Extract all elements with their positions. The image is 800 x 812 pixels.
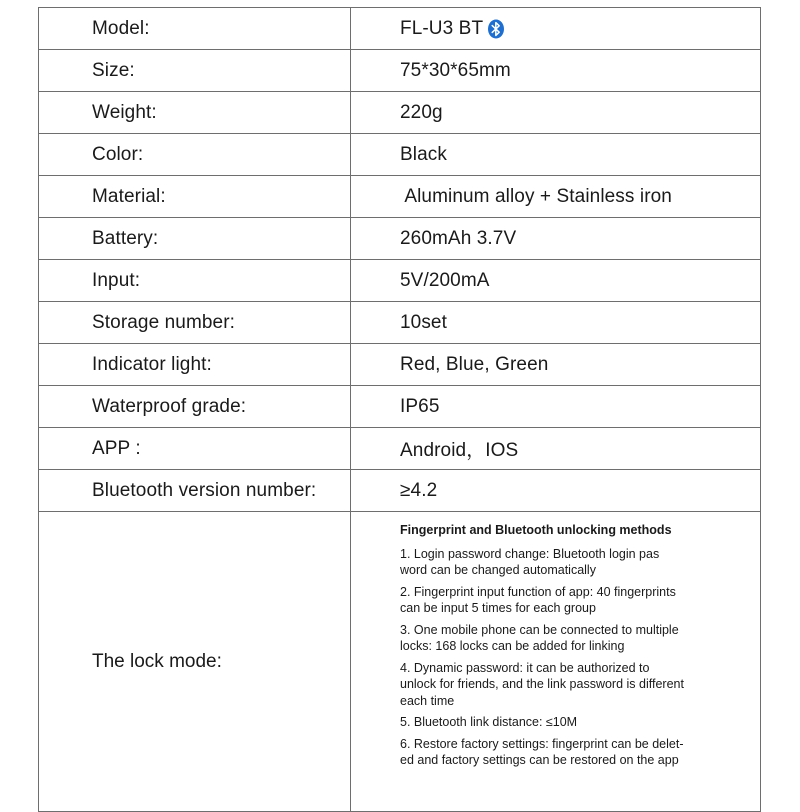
- spec-row-weight: [39, 92, 761, 134]
- spec-label: Battery:: [39, 218, 351, 260]
- spec-row-battery: [39, 218, 761, 260]
- lock-mode-item: 3. One mobile phone can be connected to multiple locks: 168 locks can be added for linking: [400, 622, 679, 653]
- lock-mode-item: 5. Bluetooth link distance: ≤10M: [400, 715, 578, 729]
- spec-row-storage: [39, 302, 761, 344]
- spec-label: Size:: [39, 50, 351, 92]
- spec-row-indicator: [39, 344, 761, 386]
- spec-value: 75*30*65mm: [351, 50, 761, 92]
- spec-value: Red, Blue, Green: [351, 344, 761, 386]
- lock-mode-item: 2. Fingerprint input function of app: 40 fingerprints can be input 5 times for each group: [400, 584, 676, 615]
- spec-value: Aluminum alloy + Stainless iron: [351, 176, 761, 218]
- spec-table: [38, 7, 761, 812]
- lock-mode-item: 4. Dynamic password: it can be authorized to unlock for friends, and the link password is different each time: [400, 660, 684, 708]
- spec-label: Storage number:: [39, 302, 351, 344]
- spec-value: 260mAh 3.7V: [351, 218, 761, 260]
- spec-value: 220g: [351, 92, 761, 134]
- spec-row-app: [39, 428, 761, 470]
- spec-value: 5V/200mA: [351, 260, 761, 302]
- lock-mode-title: Fingerprint and Bluetooth unlocking methods: [400, 523, 672, 537]
- spec-row-model: [39, 8, 761, 50]
- spec-value: IP65: [351, 386, 761, 428]
- spec-label: Input:: [39, 260, 351, 302]
- spec-value: [351, 8, 761, 50]
- spec-row-color: [39, 134, 761, 176]
- spec-label: Weight:: [39, 92, 351, 134]
- spec-label: Material:: [39, 176, 351, 218]
- lock-mode-item: 6. Restore factory settings: fingerprint can be delet- ed and factory settings can be restored on the app: [400, 736, 684, 767]
- spec-row-size: [39, 50, 761, 92]
- bluetooth-icon: [487, 19, 505, 39]
- spec-value: Android，IOS: [351, 428, 761, 470]
- spec-row-lock-mode: [39, 512, 761, 812]
- spec-label: Indicator light:: [39, 344, 351, 386]
- spec-label: Waterproof grade:: [39, 386, 351, 428]
- spec-label: APP :: [39, 428, 351, 470]
- spec-value: ≥4.2: [351, 470, 761, 512]
- spec-label: Bluetooth version number:: [39, 470, 351, 512]
- spec-row-bluetooth-version: [39, 470, 761, 512]
- model-value: FL-U3 BT: [400, 17, 484, 39]
- spec-label: Model:: [39, 8, 351, 50]
- lock-mode-item: 1. Login password change: Bluetooth login pas word can be changed automatically: [400, 546, 660, 577]
- spec-value: Black: [351, 134, 761, 176]
- spec-value: 10set: [351, 302, 761, 344]
- spec-row-waterproof: [39, 386, 761, 428]
- lock-mode-details: [351, 512, 761, 812]
- spec-row-input: [39, 260, 761, 302]
- spec-row-material: [39, 176, 761, 218]
- lock-mode-label: The lock mode:: [39, 512, 351, 812]
- spec-label: Color:: [39, 134, 351, 176]
